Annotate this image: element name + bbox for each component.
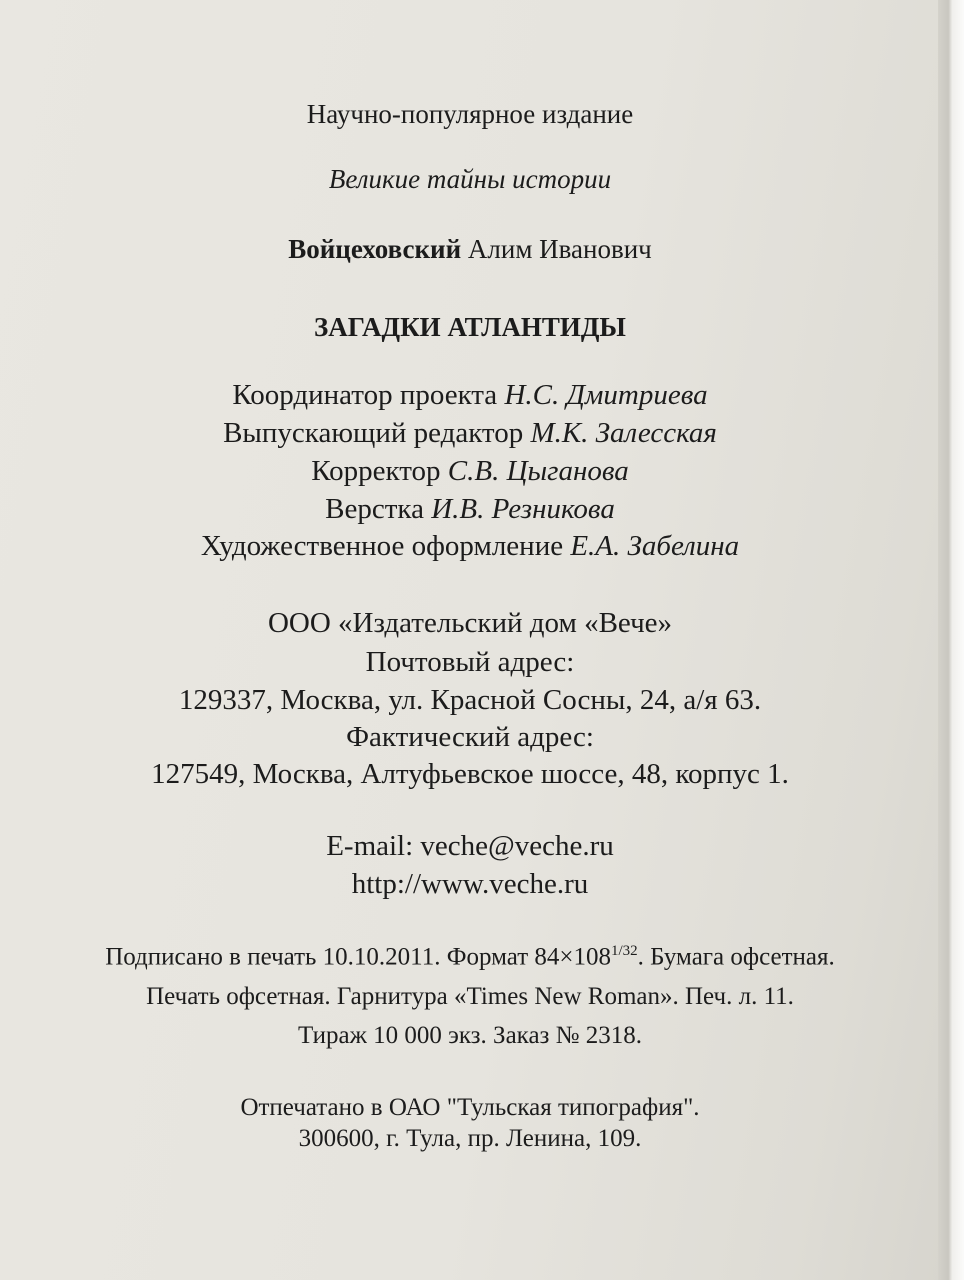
author-name: Алим Иванович	[467, 234, 652, 264]
credit-line	[0, 419, 940, 448]
author-surname: Войцеховский	[288, 234, 462, 264]
series-title: Великие тайны истории	[328, 164, 612, 194]
edition-type: Научно-популярное издание	[306, 99, 634, 129]
actual-address: 127549, Москва, Алтуфьевское шоссе, 48, корпус 1.	[151, 758, 789, 790]
credit-person: Н.С. Дмитриева	[504, 379, 708, 411]
credit-role: Выпускающий редактор	[223, 417, 524, 449]
credit-person: Е.А. Забелина	[570, 530, 740, 562]
credit-line	[0, 457, 940, 486]
credit-line	[0, 381, 940, 410]
postal-address-label: Почтовый адрес:	[365, 646, 575, 678]
credit-person: И.В. Резникова	[431, 493, 615, 525]
credit-person: С.В. Цыганова	[447, 455, 629, 487]
format-fraction: 1/32	[610, 943, 638, 959]
credit-line	[0, 495, 940, 524]
book-title: ЗАГАДКИ АТЛАНТИДЫ	[314, 312, 626, 342]
page-edge	[938, 0, 964, 1280]
credit-role: Корректор	[311, 455, 441, 487]
publisher-website: http://www.veche.ru	[351, 868, 589, 900]
credit-role: Художественное оформление	[200, 530, 564, 562]
credit-role: Верстка	[325, 493, 424, 525]
publisher-name: ООО «Издательский дом «Вече»	[267, 607, 673, 639]
print-signed-line	[0, 944, 940, 969]
print-signed-suffix: . Бумага офсетная.	[637, 943, 835, 971]
credit-line	[0, 532, 940, 561]
print-info-line: Печать офсетная. Гарнитура «Times New Roman». Печ. л. 11.	[146, 983, 794, 1010]
printer-address: 300600, г. Тула, пр. Ленина, 109.	[298, 1125, 642, 1152]
publisher-email: E-mail: veche@veche.ru	[326, 830, 614, 862]
author-line	[0, 236, 940, 263]
credit-person: М.К. Залесская	[530, 417, 717, 449]
credit-role: Координатор проекта	[232, 379, 498, 411]
actual-address-label: Фактический адрес:	[346, 721, 594, 753]
postal-address: 129337, Москва, ул. Красной Сосны, 24, а/я 63.	[178, 684, 762, 716]
print-signed-prefix: Подписано в печать 10.10.2011. Формат 84×108	[105, 943, 611, 971]
printer-name: Отпечатано в ОАО "Тульская типография".	[240, 1094, 700, 1121]
print-run-line: Тираж 10 000 экз. Заказ № 2318.	[297, 1022, 643, 1049]
